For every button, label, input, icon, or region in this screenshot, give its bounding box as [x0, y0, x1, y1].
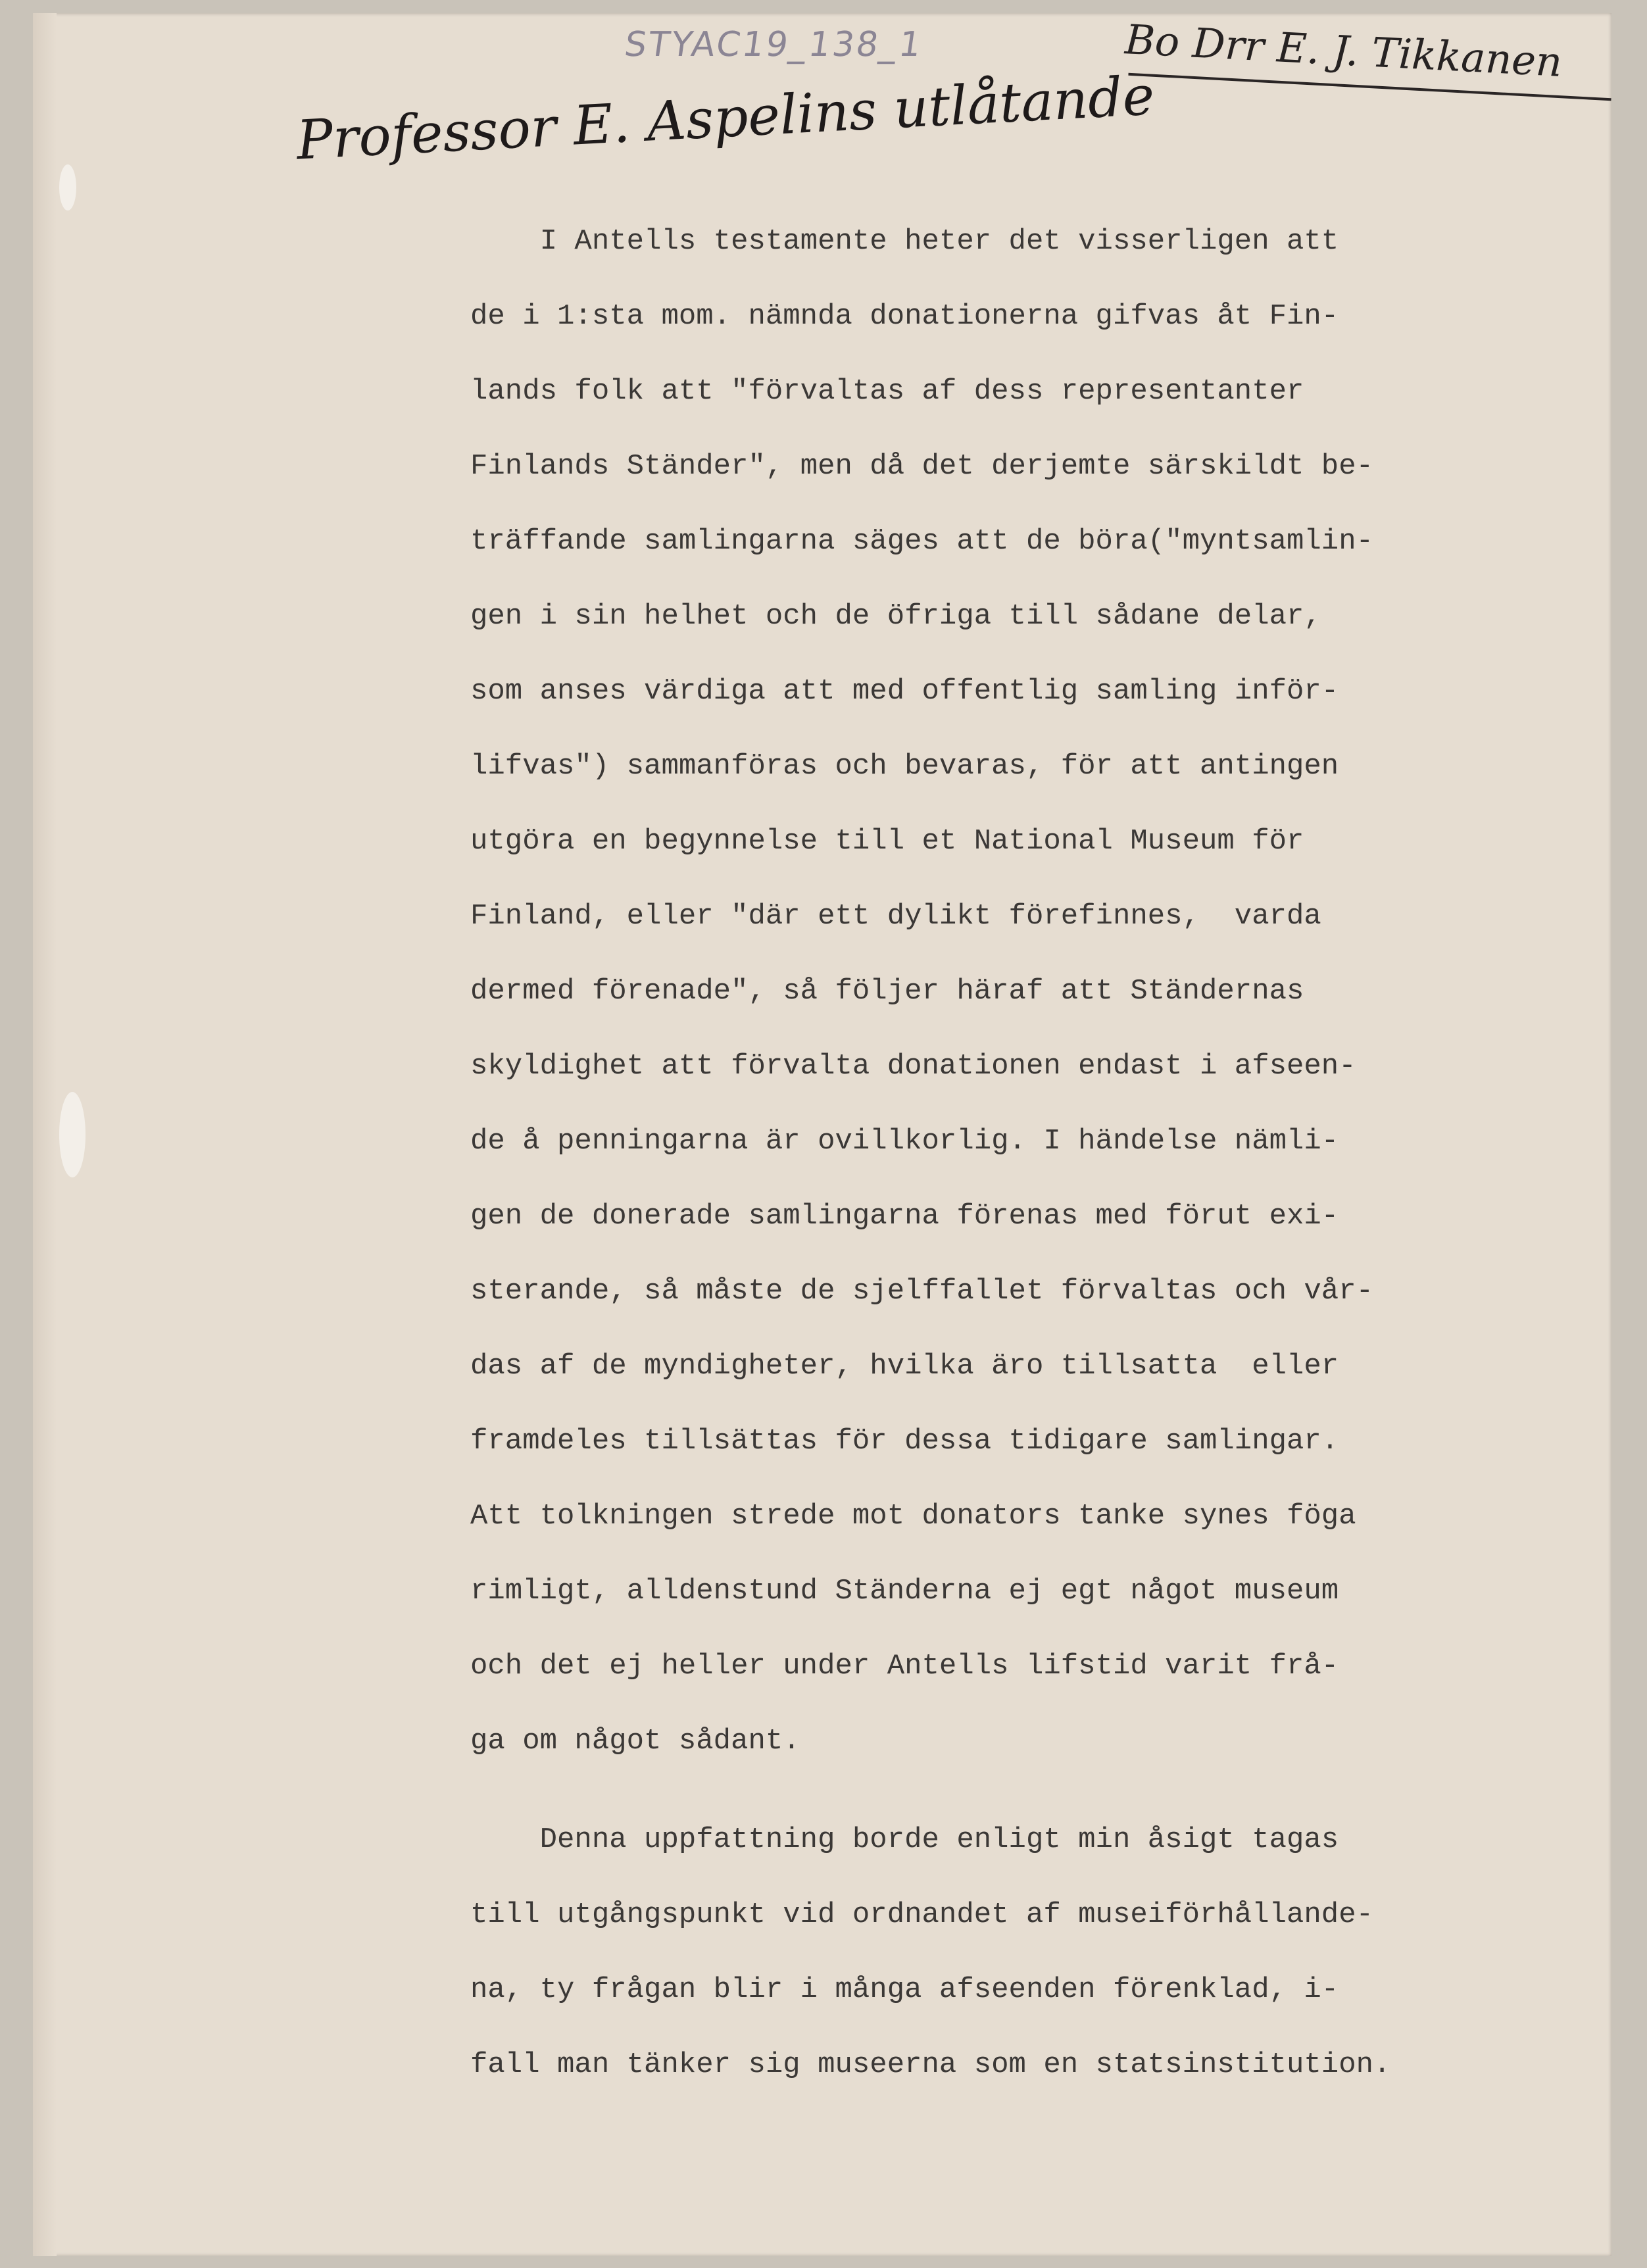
text-line: sterande, så måste de sjelffallet förvaltas och vår- [470, 1275, 1374, 1308]
text-line: de i 1:sta mom. nämnda donationerna gifvas åt Fin- [470, 300, 1339, 333]
page-edge [33, 13, 57, 2256]
text-line: dermed förenade", så följer häraf att Ständernas [470, 975, 1304, 1008]
text-line: Denna uppfattning borde enligt min åsigt tagas [470, 1823, 1339, 1856]
text-line: na, ty frågan blir i många afseenden förenklad, i- [470, 1973, 1339, 2006]
archive-reference-code: STYAC19_138_1 [622, 25, 926, 64]
paper-blemish [59, 1092, 86, 1177]
handwritten-title: Professor E. Aspelins utlåtande [295, 64, 1156, 172]
text-line: träffande samlingarna säges att de böra("myntsamlin- [470, 525, 1374, 558]
text-line: och det ej heller under Antells lifstid varit frå- [470, 1650, 1339, 1683]
text-line: das af de myndigheter, hvilka äro tillsatta eller [470, 1350, 1339, 1383]
document-page [33, 13, 1611, 2256]
recipient-note: Bo Drr E. J. Tikkanen [1123, 15, 1563, 86]
text-line: rimligt, alldenstund Ständerna ej egt något museum [470, 1575, 1339, 1608]
text-line: de å penningarna är ovillkorlig. I händelse nämli- [470, 1125, 1339, 1158]
text-line: som anses värdiga att med offentlig samling inför- [470, 675, 1339, 708]
paper-blemish [59, 164, 76, 210]
text-line: Att tolkningen strede mot donators tanke synes föga [470, 1500, 1356, 1533]
paragraph-1 [470, 204, 1496, 1779]
text-line: fall man tänker sig museerna som en statsinstitution. [470, 2048, 1391, 2081]
text-line: utgöra en begynnelse till et National Museum för [470, 825, 1304, 858]
text-line: skyldighet att förvalta donationen endast i afseen- [470, 1050, 1356, 1083]
typed-body [470, 204, 1496, 2102]
text-line: gen i sin helhet och de öfriga till sådane delar, [470, 600, 1321, 633]
text-line: lands folk att "förvaltas af dess representanter [470, 375, 1304, 408]
paragraph-gap [470, 1779, 1496, 1802]
paragraph-2 [470, 1802, 1496, 2102]
text-line: ga om något sådant. [470, 1725, 800, 1758]
text-line: gen de donerade samlingarna förenas med förut exi- [470, 1200, 1339, 1233]
text-line: I Antells testamente heter det visserligen att [470, 225, 1339, 258]
text-line: till utgångspunkt vid ordnandet af museiförhållande- [470, 1898, 1374, 1931]
text-line: lifvas") sammanföras och bevaras, för att antingen [470, 750, 1339, 783]
text-line: Finland, eller "där ett dylikt förefinnes, varda [470, 900, 1321, 933]
text-line: Finlands Ständer", men då det derjemte särskildt be- [470, 450, 1374, 483]
text-line: framdeles tillsättas för dessa tidigare samlingar. [470, 1425, 1339, 1458]
